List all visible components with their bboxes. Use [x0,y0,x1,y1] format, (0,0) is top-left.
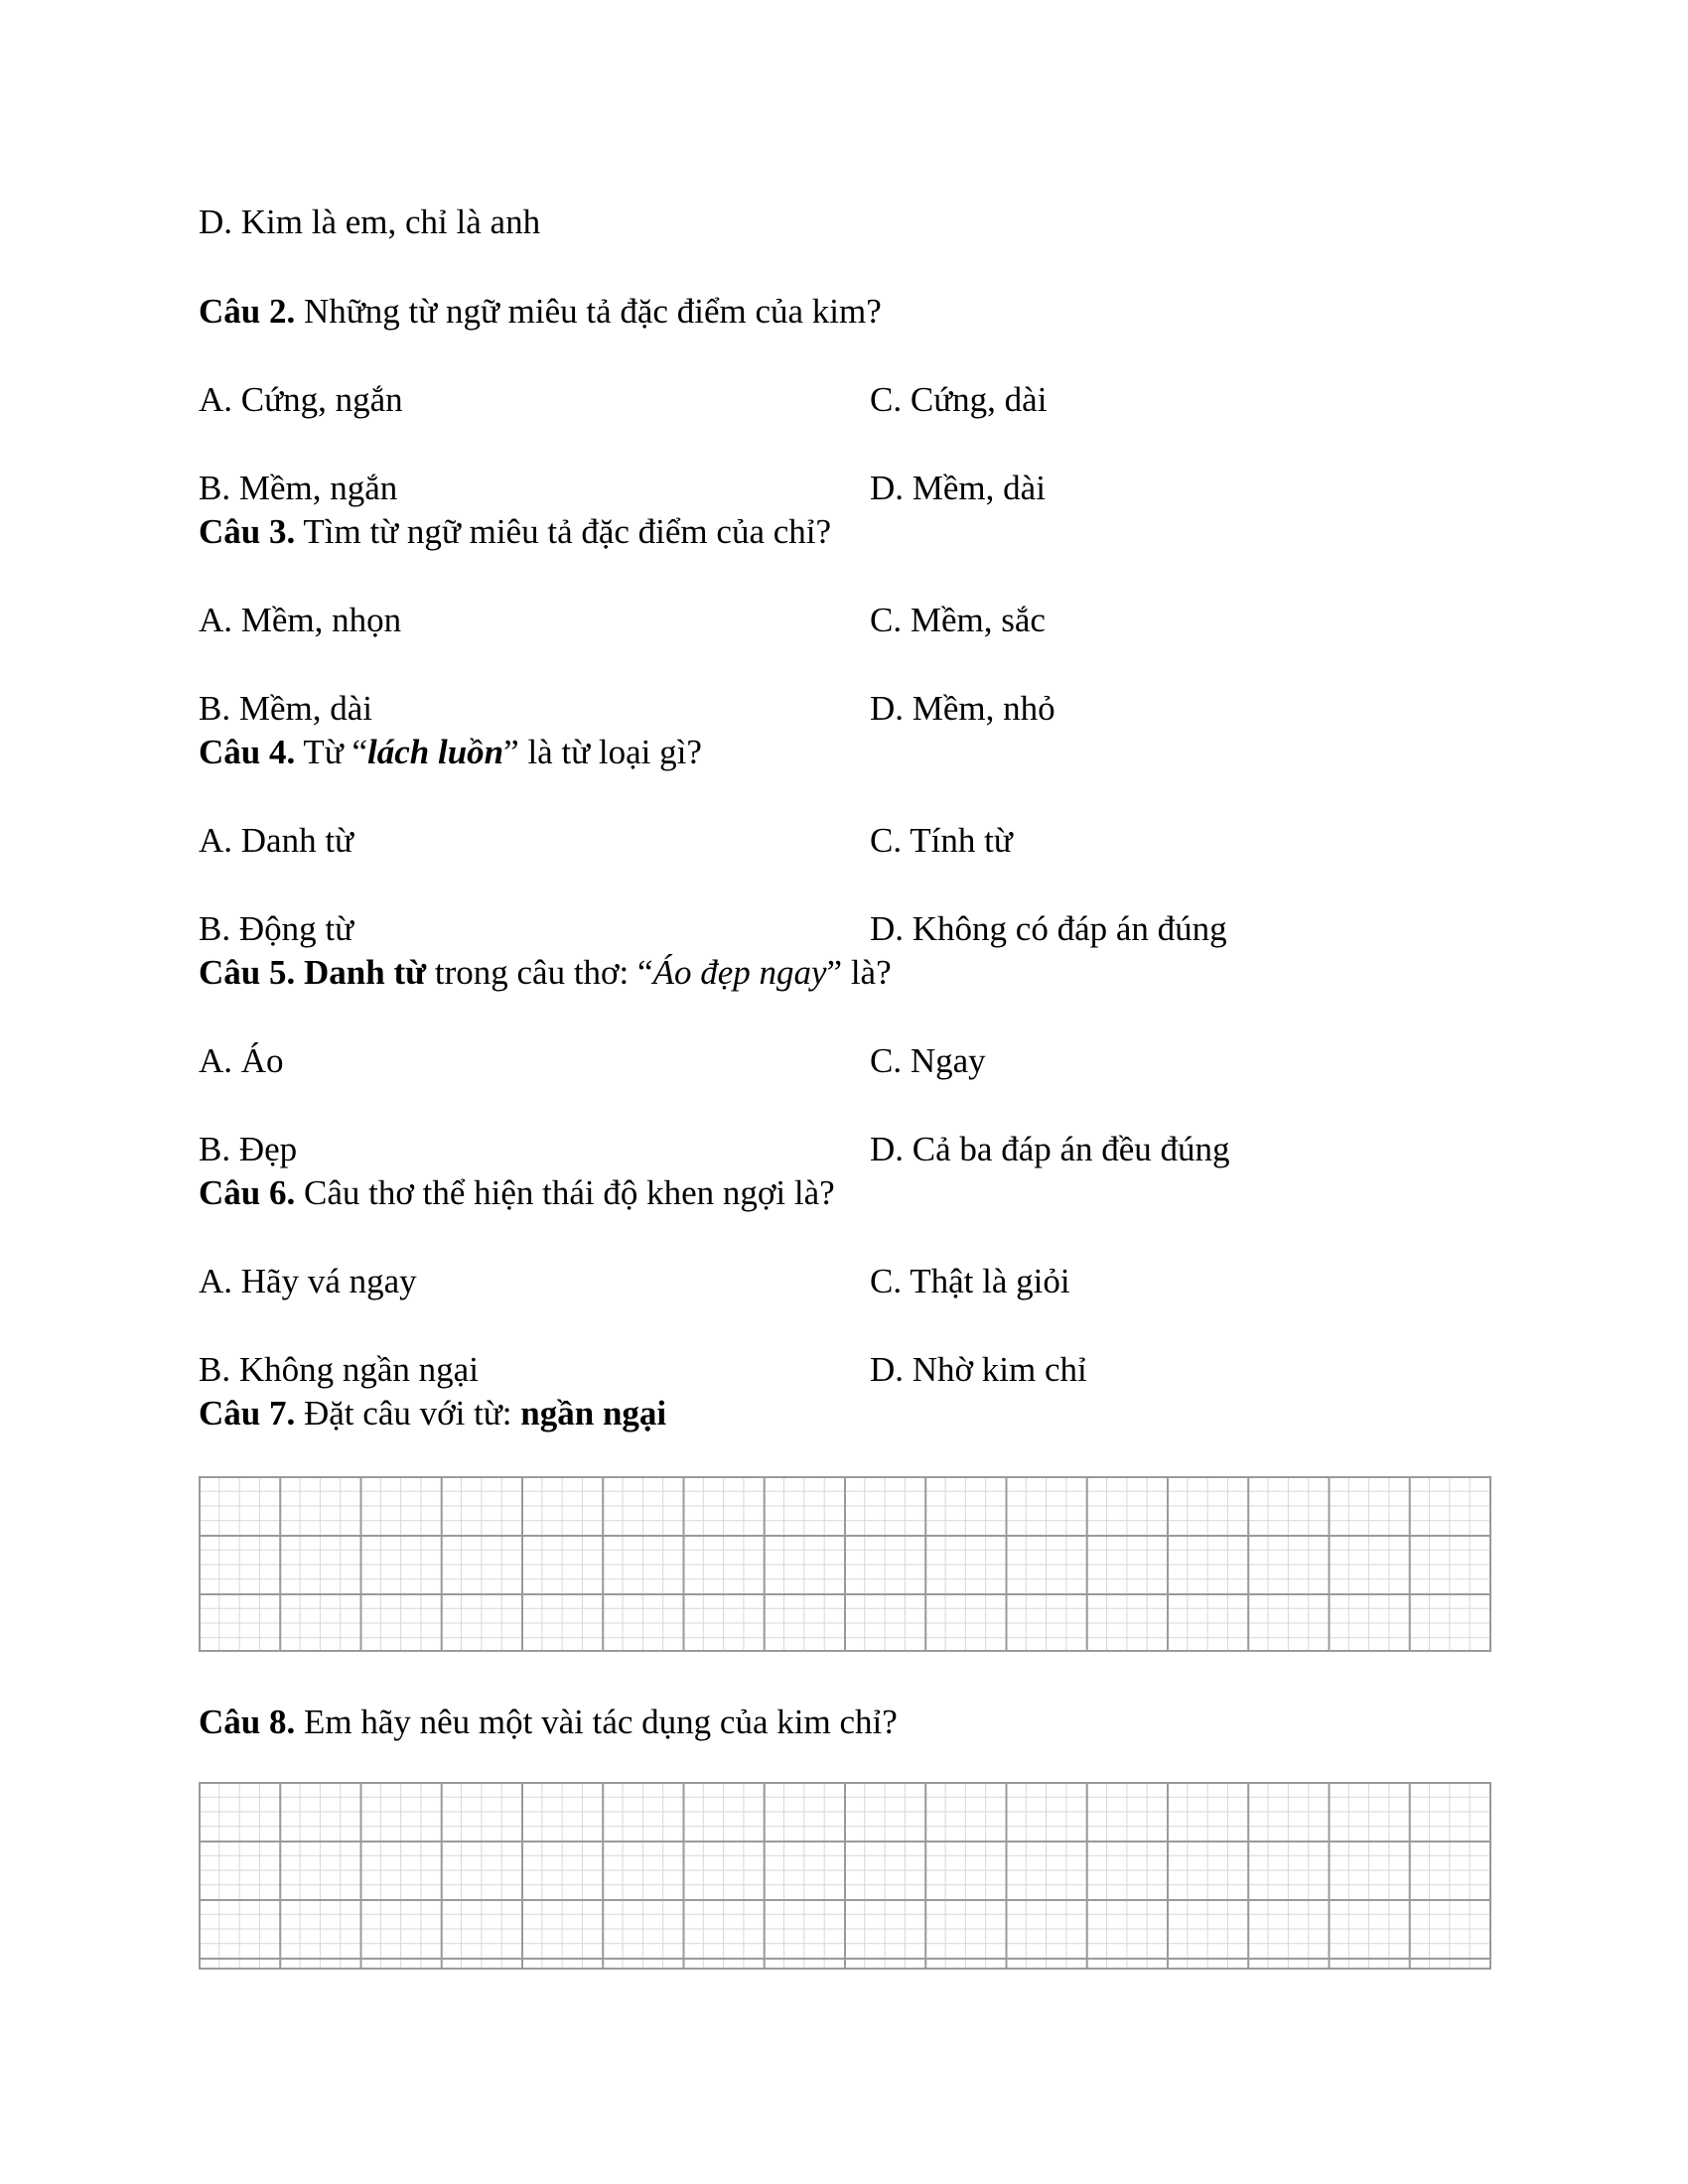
q8-answer-writing-grid[interactable] [199,1782,1491,1970]
question-bold-term: Danh từ [295,953,427,992]
question-label: Câu 6. [199,1173,296,1212]
question-4 [199,735,702,769]
question-label: Câu 7. [199,1394,296,1433]
q6-option-c: C. Thật là giỏi [870,1262,1070,1300]
question-keyword: ngần ngại [520,1394,667,1433]
q3-option-a: A. Mềm, nhọn [199,601,402,639]
q5-option-a: A. Áo [199,1041,284,1080]
question-text: Câu thơ thể hiện thái độ khen ngợi là? [295,1173,835,1212]
question-2 [199,294,882,329]
q2-option-c: C. Cứng, dài [870,380,1048,419]
q4-option-a: A. Danh từ [199,821,354,860]
question-label: Câu 4. [199,733,296,771]
question-6 [199,1175,835,1210]
question-8 [199,1705,898,1739]
q5-option-d: D. Cả ba đáp án đều đúng [870,1130,1230,1168]
question-text-end: ” là? [826,953,892,992]
q3-option-c: C. Mềm, sắc [870,601,1046,639]
q5-option-b: B. Đẹp [199,1130,298,1168]
q4-option-d: D. Không có đáp án đúng [870,909,1227,948]
q2-option-d: D. Mềm, dài [870,469,1046,507]
q6-option-a: A. Hãy vá ngay [199,1262,417,1300]
question-label: Câu 3. [199,512,296,551]
q3-option-b: B. Mềm, dài [199,689,372,728]
question-text-end: ” là từ loại gì? [503,733,702,771]
question-text: Tìm từ ngữ miêu tả đặc điểm của chỉ? [295,512,832,551]
question-7 [199,1396,666,1431]
q3-option-d: D. Mềm, nhỏ [870,689,1055,728]
question-keyword: lách luồn [367,733,504,771]
q4-option-b: B. Động từ [199,909,354,948]
question-label: Câu 5. [199,953,296,992]
q6-option-b: B. Không ngần ngại [199,1350,479,1389]
question-text: trong câu thơ: “ [426,953,653,992]
question-text: Em hãy nêu một vài tác dụng của kim chỉ? [295,1703,898,1741]
question-quote: Áo đẹp ngay [652,953,827,992]
q4-option-c: C. Tính từ [870,821,1013,860]
q1-option-d: D. Kim là em, chỉ là anh [199,203,541,241]
question-text: Từ “ [295,733,368,771]
question-label: Câu 2. [199,292,296,331]
q2-option-b: B. Mềm, ngắn [199,469,398,507]
q5-option-c: C. Ngay [870,1041,986,1080]
q2-option-a: A. Cứng, ngắn [199,380,403,419]
question-label: Câu 8. [199,1703,296,1741]
question-3 [199,514,831,549]
question-5 [199,955,892,990]
question-text: Những từ ngữ miêu tả đặc điểm của kim? [295,292,882,331]
q6-option-d: D. Nhờ kim chỉ [870,1350,1087,1389]
q7-answer-writing-grid[interactable] [199,1476,1491,1652]
question-text: Đặt câu với từ: [295,1394,521,1433]
